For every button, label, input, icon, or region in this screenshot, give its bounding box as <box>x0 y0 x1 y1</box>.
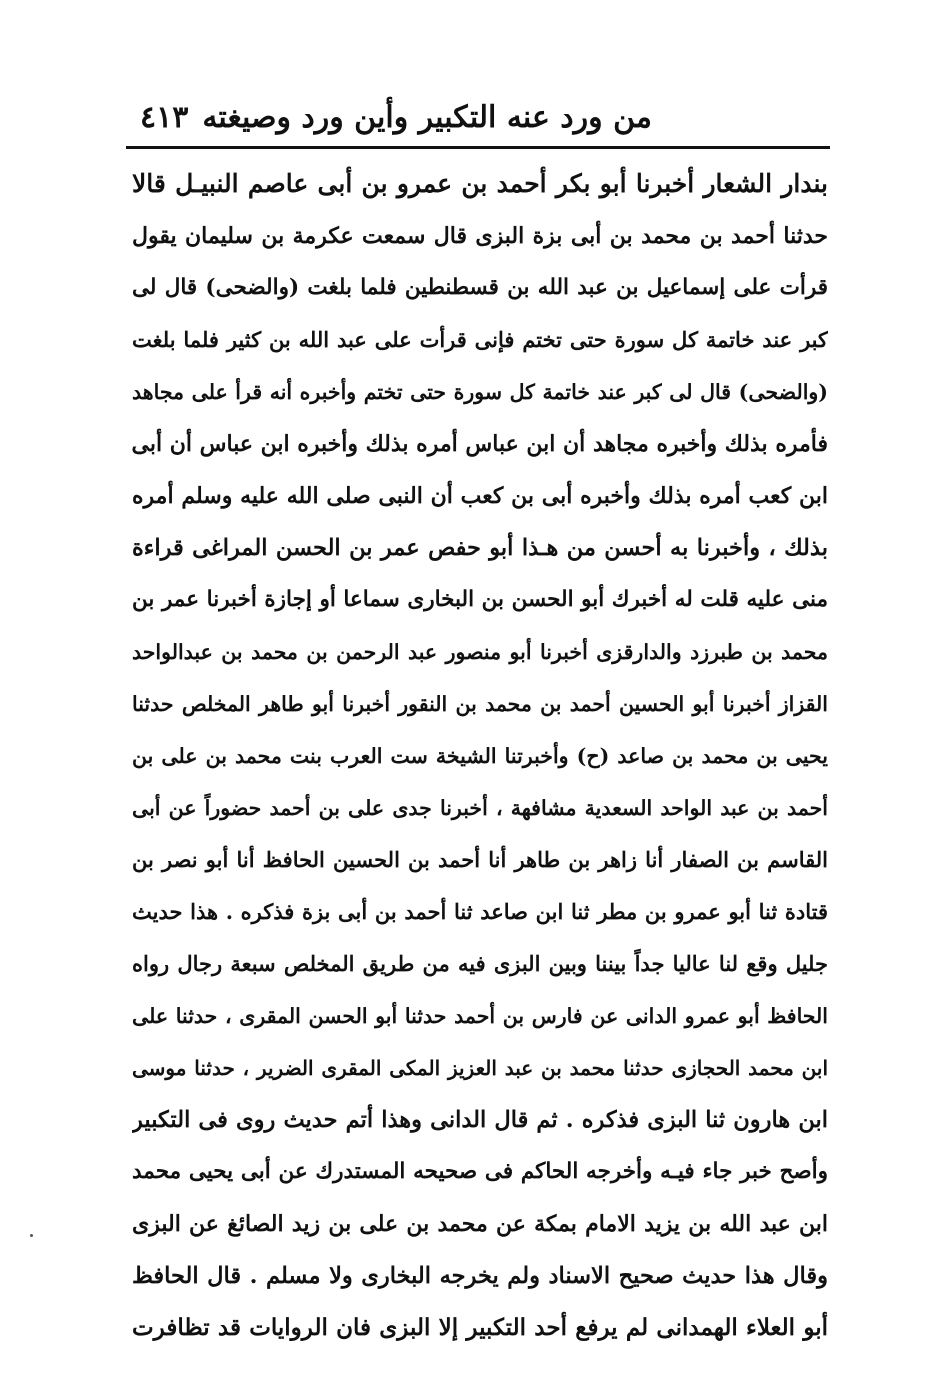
text-line: أبو العلاء الهمدانى لم يرفع أحد التكبير إلا البزى فان الروايات قد تظافرت <box>132 1314 828 1341</box>
text-line: ابن هارون ثنا البزى فذكره . ثم قال الدانى وهذا أتم حديث روى فى التكبير <box>132 1107 828 1133</box>
scan-speck <box>30 1234 33 1237</box>
text-line: محمد بن طبرزد والدارقزى أخبرنا أبو منصور عبد الرحمن بن محمد بن عبدالواحد <box>132 640 828 664</box>
text-line: قتادة ثنا أبو عمرو بن مطر ثنا ابن صاعد ثنا أحمد بن أبى بزة فذكره . هذا حديث <box>132 899 828 924</box>
page-number: ٤١٣ <box>140 100 189 135</box>
text-line: (والضحى) قال لى كبر عند خاتمة كل سورة حتى تختم وأخبره أنه قرأ على مجاهد <box>132 380 828 404</box>
text-line: منى عليه قلت له أخبرك أبو الحسن بن البخارى سماعا أو إجازة أخبرنا عمر بن <box>132 587 828 612</box>
text-line: وقال هذا حديث صحيح الاسناد ولم يخرجه البخارى ولا مسلم . قال الحافظ <box>132 1263 828 1289</box>
text-line: ابن عبد الله بن يزيد الامام بمكة عن محمد بن على بن زيد الصائغ عن البزى <box>132 1211 828 1237</box>
running-header <box>118 96 830 140</box>
text-line: وأصح خبر جاء فيـه وأخرجه الحاكم فى صحيحه المستدرك عن أبى يحيى محمد <box>132 1159 828 1184</box>
text-line: جليل وقع لنا عاليا جداً بيننا وبين البزى فيه من طريق المخلص سبعة رجال رواه <box>132 951 828 976</box>
text-line: فأمره بذلك وأخبره مجاهد أن ابن عباس أمره بذلك وأخبره ابن عباس أن أبى <box>132 431 828 457</box>
running-header-title: من ورد عنه التكبير وأين ورد وصيغته <box>202 100 652 135</box>
header-rule <box>126 146 830 149</box>
text-line: قرأت على إسماعيل بن عبد الله بن قسطنطين فلما بلغت (والضحى) قال لى <box>132 275 828 300</box>
text-line: أحمد بن عبد الواحد السعدية مشافهة ، أخبرنا جدى على بن أحمد حضوراً عن أبى <box>132 796 828 820</box>
text-line: حدثنا أحمد بن محمد بن أبى بزة البزى قال سمعت عكرمة بن سليمان يقول <box>132 223 828 249</box>
text-line: بذلك ، وأخبرنا به أحسن من هـذا أبو حفص عمر بن الحسن المراغى قراءة <box>132 535 828 561</box>
text-line: القاسم بن الصفار أنا زاهر بن طاهر أنا أحمد بن الحسين الحافظ أنا أبو نصر بن <box>132 847 828 872</box>
text-line: يحيى بن محمد بن صاعد (ح) وأخبرتنا الشيخة ست العرب بنت محمد بن على بن <box>132 744 828 768</box>
text-line: ابن محمد الحجازى حدثنا محمد بن عبد العزيز المكى المقرى الضرير ، حدثنا موسى <box>132 1056 828 1080</box>
body-text <box>132 158 828 1354</box>
text-line: بندار الشعار أخبرنا أبو بكر أحمد بن عمرو بن أبى عاصم النبيـل قالا <box>132 169 828 198</box>
text-line: ابن كعب أمره بذلك وأخبره أبى بن كعب أن النبى صلى الله عليه وسلم أمره <box>132 483 828 509</box>
text-line: كبر عند خاتمة كل سورة حتى تختم فإنى قرأت على عبد الله بن كثير فلما بلغت <box>132 327 828 352</box>
text-line: القزاز أخبرنا أبو الحسين أحمد بن محمد بن النقور أخبرنا أبو طاهر المخلص حدثنا <box>132 692 828 716</box>
text-line: الحافظ أبو عمرو الدانى عن فارس بن أحمد حدثنا أبو الحسن المقرى ، حدثنا على <box>132 1004 828 1028</box>
